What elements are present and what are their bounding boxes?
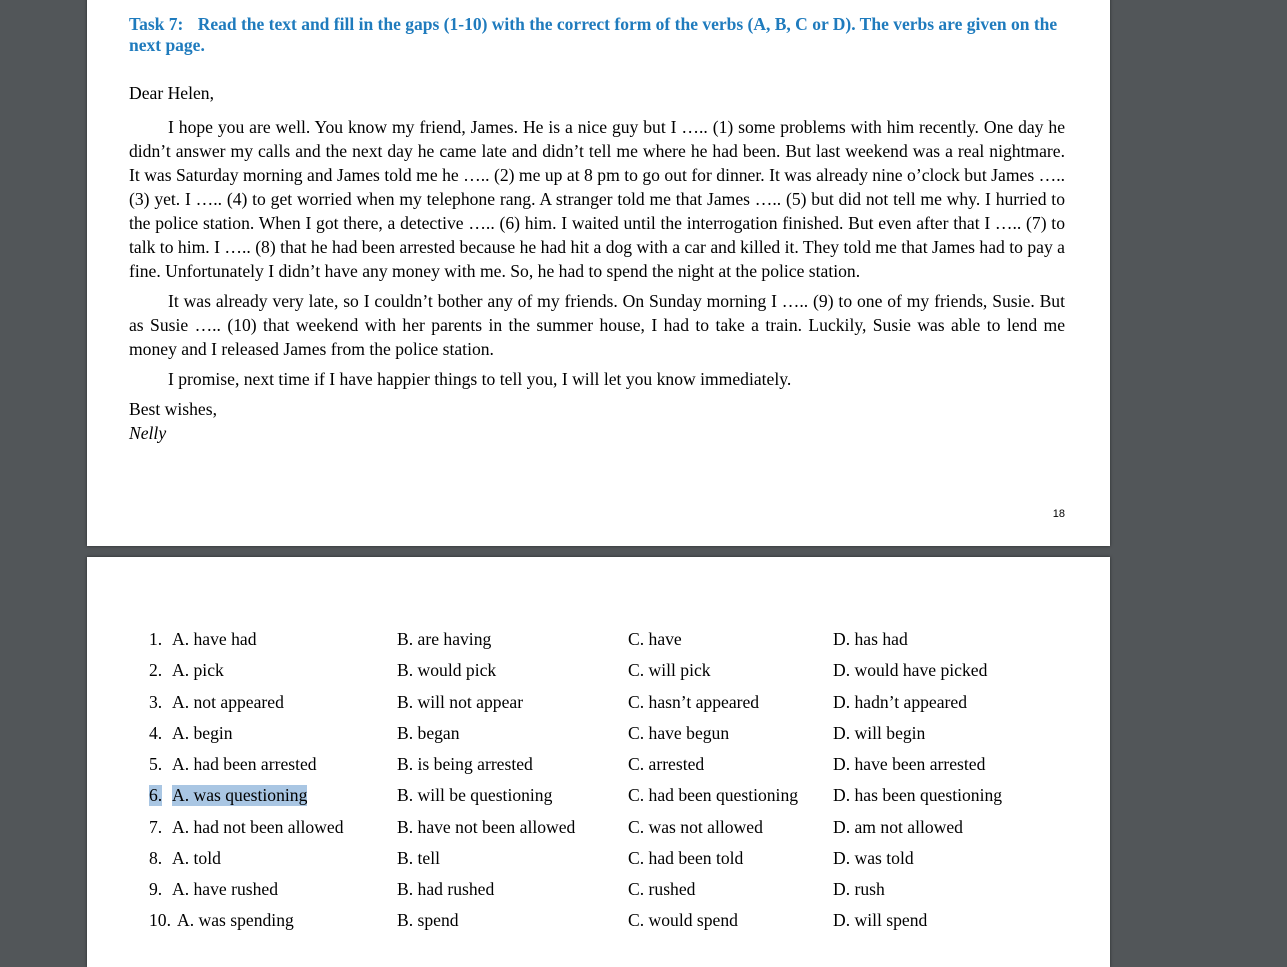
letter-closing: Best wishes, [129,399,217,419]
option-b[interactable]: B. have not been allowed [397,817,576,837]
option-d[interactable]: D. was told [833,848,914,868]
option-c[interactable]: C. have [628,629,682,649]
option-number: 8. [149,848,163,868]
option-b[interactable]: B. spend [397,910,459,930]
option-b[interactable]: B. had rushed [397,879,495,899]
option-b[interactable]: B. is being arrested [397,754,533,774]
option-row-7 [87,817,1110,848]
option-c[interactable]: C. have begun [628,723,730,743]
option-row-5 [87,754,1110,785]
option-number: 10. [149,910,171,930]
option-d[interactable]: D. has had [833,629,908,649]
option-a[interactable]: A. was spending [177,910,294,930]
option-d[interactable]: D. will begin [833,723,926,743]
option-row-1 [87,629,1110,660]
option-number: 1. [149,629,163,649]
option-a[interactable]: A. had not been allowed [172,817,344,837]
option-a[interactable]: A. told [172,848,221,868]
option-a[interactable]: A. had been arrested [172,754,317,774]
option-d[interactable]: D. have been arrested [833,754,986,774]
option-d[interactable]: D. rush [833,879,885,899]
letter-paragraph-2: It was already very late, so I couldn’t bother any of my friends. On Sunday morning I ….. (9) to one of my friends, Susie. But as Susie ….. (10) that weekend with her parents in the summer house, I had to take a train. Luckily, Susie was able to lend me money and I released James from the police station. [129,291,1065,359]
option-row-3 [87,692,1110,723]
option-b[interactable]: B. would pick [397,660,497,680]
option-d[interactable]: D. am not allowed [833,817,963,837]
option-a-highlighted[interactable]: A. was questioning [172,785,308,805]
option-row-9 [87,879,1110,910]
option-b[interactable]: B. tell [397,848,441,868]
option-b[interactable]: B. began [397,723,460,743]
option-c[interactable]: C. had been told [628,848,744,868]
option-number: 9. [149,879,163,899]
letter-body [129,81,1065,445]
option-c[interactable]: C. rushed [628,879,696,899]
option-d[interactable]: D. would have picked [833,660,988,680]
option-b[interactable]: B. will be questioning [397,785,553,805]
option-c[interactable]: C. would spend [628,910,738,930]
task-instruction: Read the text and fill in the gaps (1-10) with the correct form of the verbs (A, B, C or D). The verbs are given on the next page. [129,14,1058,55]
option-a[interactable]: A. have rushed [172,879,279,899]
option-number: 5. [149,754,163,774]
option-a[interactable]: A. pick [172,660,224,680]
option-c[interactable]: C. was not allowed [628,817,763,837]
option-a[interactable]: A. begin [172,723,233,743]
option-number: 7. [149,817,163,837]
option-row-8 [87,848,1110,879]
option-b[interactable]: B. will not appear [397,692,524,712]
option-number-highlighted: 6. [149,785,163,805]
task-label: Task 7: [129,14,184,34]
letter-greeting: Dear Helen, [129,83,214,103]
page-number: 18 [1052,508,1065,520]
option-c[interactable]: C. hasn’t appeared [628,692,760,712]
option-c[interactable]: C. arrested [628,754,705,774]
pdf-page-18 [87,0,1110,546]
option-d[interactable]: D. will spend [833,910,928,930]
option-d[interactable]: D. hadn’t appeared [833,692,968,712]
option-c[interactable]: C. will pick [628,660,711,680]
option-a[interactable]: A. not appeared [172,692,284,712]
letter-paragraph-1: I hope you are well. You know my friend, James. He is a nice guy but I ….. (1) some problems with him recently. One day he didn’t answer my calls and the next day he came late and didn’t tell me where he had been. But last weekend was a real nightmare. It was Saturday morning and James told me he ….. (2) me up at 8 pm to go out for dinner. It was already nine o’clock but James ….. (3) yet. I ….. (4) to get worried when my telephone rang. A stranger told me that James ….. (5) but did not tell me why. I hurried to the police station. When I got there, a detective ….. (6) him. I waited until the interrogation finished. But even after that I ….. (7) to talk to him. I ….. (8) that he had been arrested because he had hit a dog with a car and killed it. They told me that James had to pay a fine. Unfortunately I didn’t have any money with me. So, he had to spend the night at the police station. [129,117,1065,281]
option-c[interactable]: C. had been questioning [628,785,799,805]
option-number: 2. [149,660,163,680]
option-row-10 [87,910,1110,941]
option-number: 4. [149,723,163,743]
option-row-2 [87,660,1110,691]
option-d[interactable]: D. has been questioning [833,785,1003,805]
task-heading [129,14,1064,56]
letter-signature: Nelly [129,423,167,443]
option-number: 3. [149,692,163,712]
option-a[interactable]: A. have had [172,629,257,649]
option-b[interactable]: B. are having [397,629,492,649]
pdf-page-19 [87,557,1110,967]
letter-paragraph-3: I promise, next time if I have happier things to tell you, I will let you know immediately. [168,369,792,389]
option-row-6 [87,785,1110,816]
option-row-4 [87,723,1110,754]
